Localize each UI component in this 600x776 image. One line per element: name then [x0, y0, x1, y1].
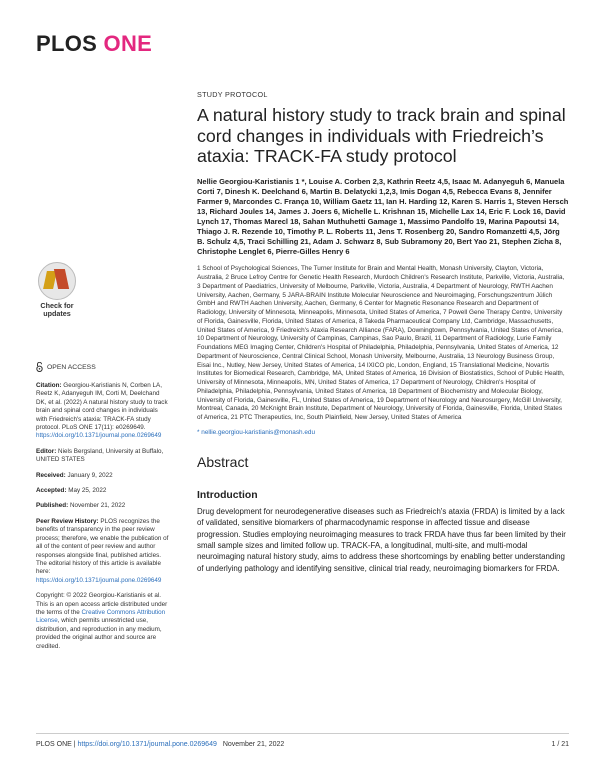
peer-review-history: [36, 518, 170, 585]
accepted-date: May 25, 2022: [68, 487, 107, 495]
citation-label: Citation:: [36, 382, 62, 389]
published: [36, 502, 170, 510]
check-for-updates-badge[interactable]: [36, 262, 78, 318]
copyright: [36, 592, 170, 651]
citation: [36, 382, 170, 441]
open-lock-icon: [36, 362, 43, 372]
footer-journal: PLOS ONE: [36, 741, 72, 748]
affiliations: 1 School of Psychological Sciences, The Turner Institute for Brain and Mental Health, Monash University, Clayton, Victoria, Australia, 2 Bruce Lefroy Centre for Genetic Health Research, Murdoch Children's Research Institute, Parkville, Victoria, Australia, 3 Department of Paediatrics, University of Melbourne, Parkville, Victoria, Australia, 4 Department of Neurology, RWTH Aachen University, Aachen, Germany, 5 JARA-BRAIN Institute Molecular Neuroscience and Neuroimaging, Forschungszentrum Jülich GmbH and RWTH Aachen University, Aachen, Germany, 6 Center for Magnetic Resonance Research and Department of Radiology, University of Minnesota, Minneapolis, Minnesota, United States of America, 7 Powell Gene Therapy Centre, University of Florida, Gainesville, Florida, United States of America, 8 Takeda Pharmaceutical Company Ltd, Cambridge, Massachusetts, United States of America, 9 Friedreich's Ataxia Research Alliance (FARA), Downingtown, Pennsylvania, United States of America, 10 Department of Neurology, University of Campinas, Campinas, Sao Paulo, Brazil, 11 Department of Radiology, Lurie Family Foundations MEG Imaging Center, Children's Hospital of Philadelphia, Philadelphia, Pennsylvania, United States of America, 12 Department of Neuroscience, Central Clinical School, Monash University, Melbourne, Australia, 13 Neurology Business Group, Eisai Inc., Nutley, New Jersey, United States of America, 14 IXICO plc, London, England, 15 Translational Medicine, Novartis Institutes for Biomedical Research, Cambridge, MA, United States of America, 16 Division of Biostatistics, School of Public Health, University of Minnesota, Minneapolis, MN, United States of America, 17 Department of Neurology, Children's Hospital of Philadelphia, Philadelphia, Pennsylvania, United States of America, 18 Department of Biochemistry and Molecular Biology, University of Florida, Gainesville, FL, United States of America, 19 Department of Neurology and Neurosurgery, McGill University, Montreal, Canada, 20 McKnight Brain Institute, Department of Neurology, University of Florida, Gainesville, Florida, United States of America, 21 PTC Therapeutics, Inc, South Plainfield, New Jersey, United States of America: [197, 265, 565, 421]
logo-plos: PLOS: [36, 31, 98, 56]
footer-separator: |: [71, 741, 78, 748]
editor-label: Editor:: [36, 447, 57, 455]
introduction-heading: Introduction: [197, 489, 258, 501]
accepted: [36, 487, 170, 495]
study-type: STUDY PROTOCOL: [197, 90, 268, 99]
logo-one: ONE: [103, 31, 153, 56]
copyright-tail: , which permits unrestricted use, distribution, and reproduction in any medium, provided the original author and source are credited.: [36, 617, 162, 650]
check-for-updates-label: Check for updates: [40, 301, 74, 318]
license-link[interactable]: Creative Commons Attribution License: [36, 608, 166, 625]
journal-logo: [36, 31, 152, 57]
editor: [36, 448, 170, 465]
abstract-heading: Abstract: [197, 453, 249, 470]
received: [36, 472, 170, 480]
received-label: Received:: [36, 471, 66, 479]
citation-doi-link[interactable]: https://doi.org/10.1371/journal.pone.0269649: [36, 432, 162, 440]
published-label: Published:: [36, 502, 69, 510]
author-list: Nellie Georgiou-Karistianis 1 *, Louise A. Corben 2,3, Kathrin Reetz 4,5, Isaac M. Adanyeguh 6, Manuela Corti 7, Dinesh K. Deelchand 6, Martin B. Delatycki 1,2,3, Imis Dogan 4,5, Rebecca Evans 8, Jennifer Farmer 9, Marcondes C. França 10, William Gaetz 11, Ian H. Harding 12, Karen S. Harris 1, Steven Hersch 13, Richard Joules 14, James J. Joers 6, Michelle L. Krishnan 15, Michelle Lax 14, Eric F. Lock 16, David Lynch 17, Thomas Marecl 18, Sahan Muthuhetti Gamage 1, Massimo Pandolfo 19, Marina Papoutsi 14, Thiago J. R. Rezende 10, Timothy P. L. Roberts 11, Jens T. Rosenberg 20, Sandro Romanzetti 4,5, Jörg B. Schulz 4,5, Traci Schilling 21, Adam J. Schwarz 8, Sub Subramony 20, Bert Yao 21, Stephen Zicha 8, Christophe Lenglet 6, Pierre-Gilles Henry 6: [197, 176, 569, 257]
page-number: 1 / 21: [551, 741, 569, 748]
accepted-label: Accepted:: [36, 487, 67, 495]
editor-text: Niels Bergsland, University at Buffalo, UNITED STATES: [36, 447, 164, 464]
copyright-text: Copyright: © 2022 Georgiou-Karistianis et al. This is an open access article distributed under the terms of the: [36, 592, 168, 616]
peer-review-text: PLOS recognizes the benefits of transparency in the peer review process; therefore, we enable the publication of all of the content of peer review and author responses alongside final, published articles. The editorial history of this article is available here:: [36, 517, 169, 576]
article-main: [197, 90, 569, 574]
introduction-text: Drug development for neurodegenerative diseases such as Friedreich's ataxia (FRDA) is limited by a lack of validated, sensitive biomarkers of pharmacodynamic response in affected tissue and disease progression. Studies employing neuroimaging measures to track FRDA have thus far been limited by their small sample sizes and limited follow up. TRACK-FA, a longitudinal, multi-site, and multi-modal neuroimaging natural history study, aims to address these shortcomings by enabling better understanding of underlying pathology and identifying sensitive, clinical trial ready, neuroimaging biomarkers for FRDA.: [197, 506, 566, 573]
peer-review-label: Peer Review History:: [36, 517, 99, 525]
received-date: January 9, 2022: [67, 471, 113, 479]
footer-doi-link[interactable]: https://doi.org/10.1371/journal.pone.0269649: [77, 741, 217, 748]
check-for-updates-icon: [38, 262, 76, 300]
citation-text: Georgiou-Karistianis N, Corben LA, Reetz K, Adanyeguh IM, Corti M, Deelchand DK, et al. (2022) A natural history study to track brain and spinal cord changes in individuals with Friedreich's ataxia: TRACK-FA study protocol. PLoS ONE 17(11): e0269649.: [36, 382, 168, 432]
open-access-label: [36, 362, 96, 372]
page-footer: [36, 733, 569, 748]
published-date: November 21, 2022: [69, 502, 126, 510]
article-title: A natural history study to track brain and spinal cord changes in individuals with Friedreich’s ataxia: TRACK-FA study protocol: [197, 105, 566, 166]
peer-review-link[interactable]: https://doi.org/10.1371/journal.pone.0269649: [36, 576, 162, 584]
article-metadata: [36, 382, 170, 658]
open-access-text: OPEN ACCESS: [47, 363, 96, 371]
corresponding-email-link[interactable]: * nellie.georgiou-karistianis@monash.edu: [197, 428, 316, 436]
footer-date: November 21, 2022: [222, 741, 285, 748]
